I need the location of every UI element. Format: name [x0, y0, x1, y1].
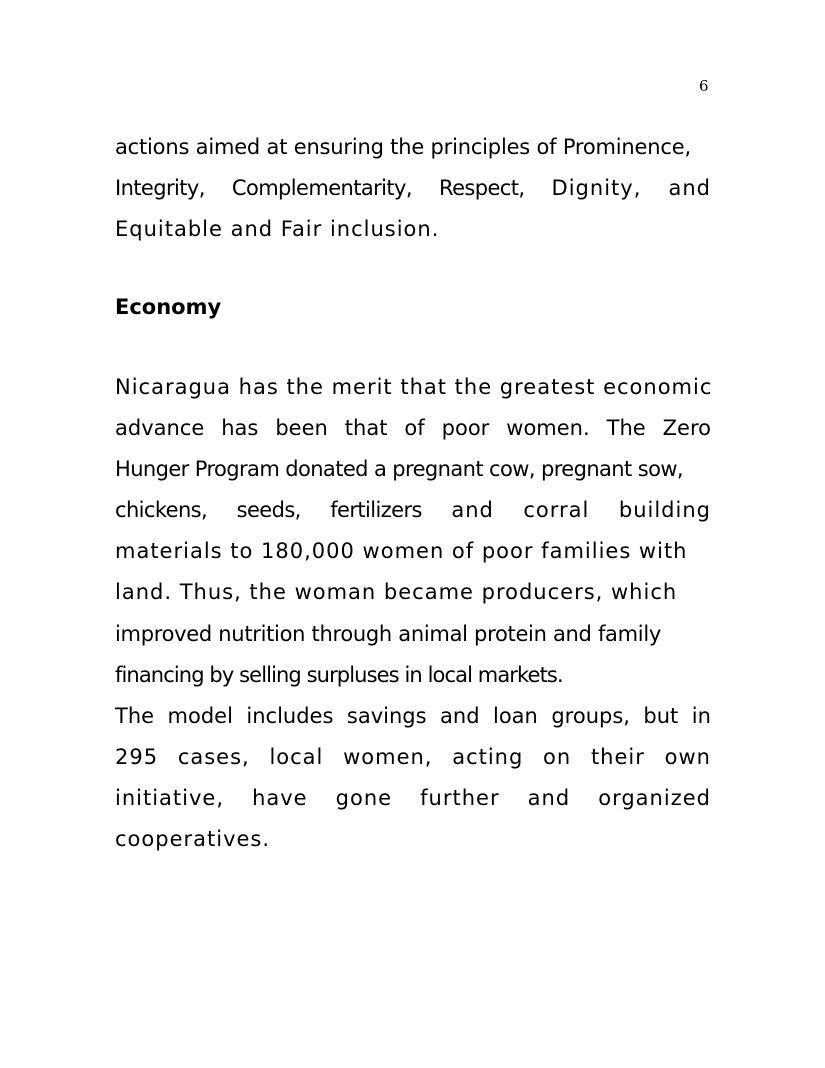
- word: 295: [115, 745, 159, 769]
- word: chickens,: [115, 498, 208, 522]
- word: cases,: [177, 745, 250, 769]
- paragraph-2-line-3: Hunger Program donated a pregnant cow, pregnant sow,: [115, 457, 683, 481]
- word: been: [275, 416, 328, 440]
- paragraph-1-line-2: [115, 174, 711, 202]
- word: fertilizers: [330, 498, 422, 522]
- paragraph-2-line-7: improved nutrition through animal protein and family: [115, 622, 661, 646]
- word: gone: [335, 786, 393, 810]
- paragraph-3-line-2: [115, 743, 711, 771]
- paragraph-3-line-3: [115, 784, 711, 812]
- word: seeds,: [236, 498, 301, 522]
- word: acting: [452, 745, 524, 769]
- word: their: [590, 745, 645, 769]
- paragraph-2-line-6: land. Thus, the woman became producers, which: [115, 580, 678, 604]
- word: local: [269, 745, 324, 769]
- word: initiative,: [115, 786, 225, 810]
- word: Dignity,: [551, 176, 642, 200]
- word: organized: [598, 786, 711, 810]
- paragraph-2-line-5: materials to 180,000 women of poor families with: [115, 539, 688, 563]
- section-heading: Economy: [115, 295, 222, 319]
- word: and: [527, 786, 571, 810]
- word: and: [440, 704, 480, 728]
- word: on: [543, 745, 572, 769]
- word: Integrity,: [115, 176, 205, 200]
- word: women.: [506, 416, 590, 440]
- word: women,: [343, 745, 433, 769]
- word: poor: [441, 416, 490, 440]
- word: includes: [246, 704, 334, 728]
- word: model: [167, 704, 233, 728]
- word: savings: [346, 704, 427, 728]
- word: building: [618, 498, 711, 522]
- word: and: [451, 498, 494, 522]
- paragraph-2-line-1: Nicaragua has the merit that the greatest economic: [115, 375, 713, 399]
- word: Complementarity,: [231, 176, 412, 200]
- paragraph-1-line-3: Equitable and Fair inclusion.: [115, 217, 440, 241]
- word: have: [252, 786, 308, 810]
- word: Zero: [662, 416, 711, 440]
- paragraph-2-line-4: [115, 496, 711, 524]
- word: but: [643, 704, 679, 728]
- word: own: [664, 745, 711, 769]
- paragraph-2-line-8: financing by selling surpluses in local markets.: [115, 663, 563, 687]
- word: advance: [115, 416, 205, 440]
- word: in: [691, 704, 711, 728]
- page-number: 6: [699, 77, 709, 95]
- word: loan: [493, 704, 538, 728]
- word: further: [420, 786, 500, 810]
- text-line: actions aimed at ensuring the principles of Prominence,: [115, 135, 691, 159]
- paragraph-3-line-1: [115, 702, 711, 730]
- paragraph-2-line-2: [115, 414, 711, 442]
- word: and: [668, 176, 711, 200]
- word: groups,: [551, 704, 630, 728]
- word: corral: [523, 498, 590, 522]
- word: Respect,: [439, 176, 525, 200]
- word: that: [344, 416, 388, 440]
- paragraph-3-line-4: cooperatives.: [115, 827, 271, 851]
- paragraph-1-line-1: [115, 133, 711, 161]
- word: The: [606, 416, 646, 440]
- word: has: [221, 416, 259, 440]
- word: The: [115, 704, 155, 728]
- word: of: [404, 416, 425, 440]
